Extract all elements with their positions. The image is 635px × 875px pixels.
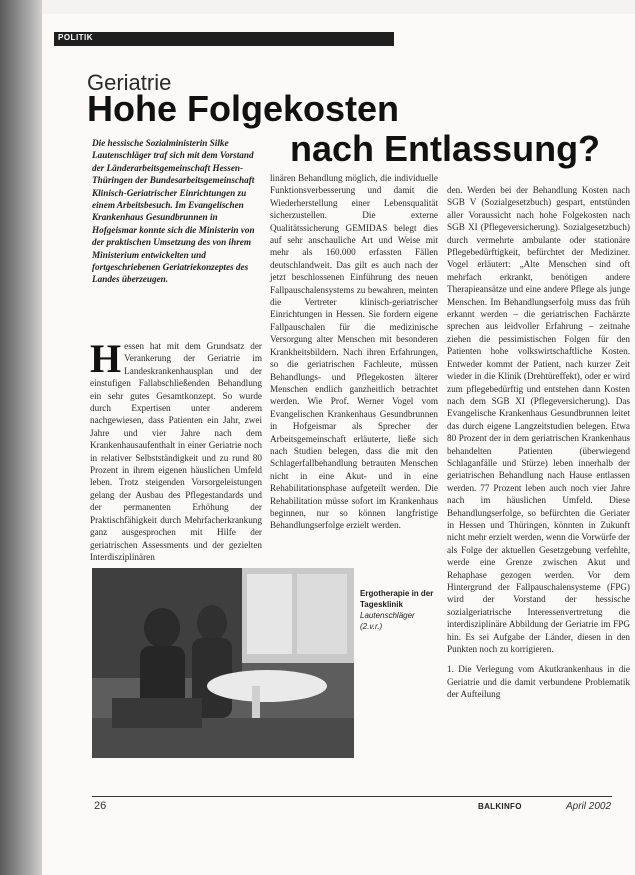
footer-rule	[92, 796, 612, 797]
column-2-text: linären Behandlung möglich, die individuelle Funktionsverbesserung und damit die Wiederherstellung einer Lebensqualität sicherzustellen. Die externe Qualitätssicherung GEMIDAS belegt dies auf sehr anschauliche Art und Weise mit mehr als 160.000 erfassten Fällen deutschlandweit. Das gilt es auch nach der jetzt beschlossenen Einführung des neuen Fallpauschalensystems zu bewahren, meinten die Vertreter klinisch-geriatrischer Einrichtungen in Hessen. Sie fordern eigene Fallpauschalen für die medizinische Versorgung alter Menschen mit besonderen Krankheitsbildern. Nach ihren Erfahrungen, so die geriatrischen Fachleute, müssen Behandlungs- und Pflegekosten älterer Menschen endlich ganzheitlich betrachtet werden. Wie Prof. Werner Vogel vom Evangelischen Krankenhaus Gesundbrunnen in Hofgeismar als Sprecher der Arbeitsgemeinschaft erläuterte, ließe sich nach Studien belegen, dass die mit den Schlagerfallbehandlung betrauten Menschen nicht in eine Akut- und in eine Rehabilitationsphase aufgeteilt werden. Die Rehabilitation müsse sofort im Krankenhaus beginnen, nur so können langfristige Behandlungserfolge erzielt werden.	[270, 173, 438, 531]
photo-caption	[360, 588, 434, 632]
column-3-text: den. Werden bei der Behandlung Kosten nach SGB V (Sozialgesetzbuch) gespart, entstünden aller Voraussicht nach hohe Folgekosten nach SGB XI (Pflegeversicherung). Sozialgesetzbuch) durch vermehrte ambulante oder stationäre Pflegebedürftigkeit, befürchtet der Mediziner. Vogel erläutert: „Alte Menschen sind oft mehrfach erkrankt, benötigen andere Therapieansätze und eine andere Pflege als junge Menschen. Im Behandlungserfolg muss das früh erkannt werden – die geriatrischen Fachärzte sprechen aus leidvoller Erfahrung – zeitnahe ziehen die pessimistischen Folgen für den Patienten hohe volkswirtschaftliche Kosten. Entweder kommt der Patient, nach kurzer Zeit wieder in die Klinik (Drehtüreffekt), oder er wird zum pflegebedürftig und entstehen dann Kosten nach dem SGB XI (Pflegeversicherung). Das Evangelische Krankenhaus Gesundbrunnen leitet das durch eigene Langzeitstudien belegen. Etwa 80 Prozent der in dem geriatrischen Krankenhaus behandelten Patienten (überwiegend Schlaganfälle und Stürze) leben innerhalb der geriatrischen Behandlung nach Hause entlassen werden. 77 Prozent leben auch noch vier Jahre nach im häuslichen Umfeld. Diese Behandlungserfolge, so befürchten die Geriater in Hessen und Thüringen, könnten in Zukunft nicht mehr erzielt werden, wenn die Vorwürfe der als Folge der aktuellen Gesetzgebung verfehlte, werde eine Grenze zwischen Akut und Rehaphase gezogen werden. Vor dem Hintergrund der Fallpauschalensysteme (FPG) wird der Vorstand der hessische sozialgeriatrische Interessenvertretung die interdisziplinäre Abbildung der Geriatrie im FPG hin. Es sei Aufgabe der Länder, diesen in den Punkten noch zu korrigieren.	[447, 185, 630, 655]
column-3-list-item: 1. Die Verlegung vom Akutkrankenhaus in die Geriatrie und die damit verbundene Problematik der Aufteilung	[447, 664, 630, 700]
section-bar	[54, 32, 394, 46]
section-label: POLITIK	[58, 33, 94, 42]
column-2	[270, 172, 438, 532]
column-3	[447, 184, 630, 701]
column-1	[90, 336, 262, 563]
headline-line-2: nach Entlassung?	[290, 128, 601, 169]
lead-paragraph: Die hessische Sozialministerin Silke Lautenschläger traf sich mit dem Vorstand der Länderarbeitsgemeinschaft Hessen-Thüringen der Bundesarbeitsgemeinschaft Klinisch-Geriatrischer Einrichtungen zu einem Arbeitsbesuch. Im Evangelischen Krankenhaus Gesundbrunnen in Hofgeismar konnte sich die Ministerin von der praktischen Umsetzung des von ihrem Ministerium entwickelten und fortgeschriebenen Geriatriekonzeptes des Landes überzeugen.	[92, 138, 255, 285]
magazine-brand: BALKINFO	[478, 802, 522, 811]
caption-credit: Lautenschläger	[360, 611, 415, 620]
issue-date: April 2002	[566, 801, 612, 812]
caption-title: Ergotherapie in der Tagesklinik	[360, 589, 434, 609]
scan-margin	[0, 0, 42, 875]
headline-line-1: Hohe Folgekosten	[87, 88, 400, 129]
drop-cap: H	[90, 336, 122, 381]
column-1-text: essen hat mit dem Grundsatz der Verankerung der Geriatrie im Landeskrankenhausplan und der einstufigen Fallabschließenden Behandlung ein sehr gutes Gesamtkonzept. So wurde durch Expertisen unter anderem nachgewiesen, dass Patienten ein Jahr, zwei Jahre und vier Jahre nach dem Krankenhausaufenthalt in einer Geriatrie noch in relativer Selbstständigkeit und zu rund 80 Prozent in ihrem eigenen häuslichen Umfeld leben. Trotz steigenden Vorsorgeleistungen gelang der Ausbau des Pflegestandards und der permanenten Erhöhung der Praktischfähigkeit durch Mehrfacherkrankung ganz ausgesprochen mit Hilfe der geriatrischen Assessments und der gezielten Interdisziplinären	[90, 341, 262, 562]
therapy-photo-image	[92, 568, 354, 758]
page-number: 26	[94, 800, 107, 812]
caption-place: (2.v.r.)	[360, 622, 383, 631]
kicker: Geriatrie	[87, 70, 172, 95]
therapy-photo	[92, 568, 354, 758]
